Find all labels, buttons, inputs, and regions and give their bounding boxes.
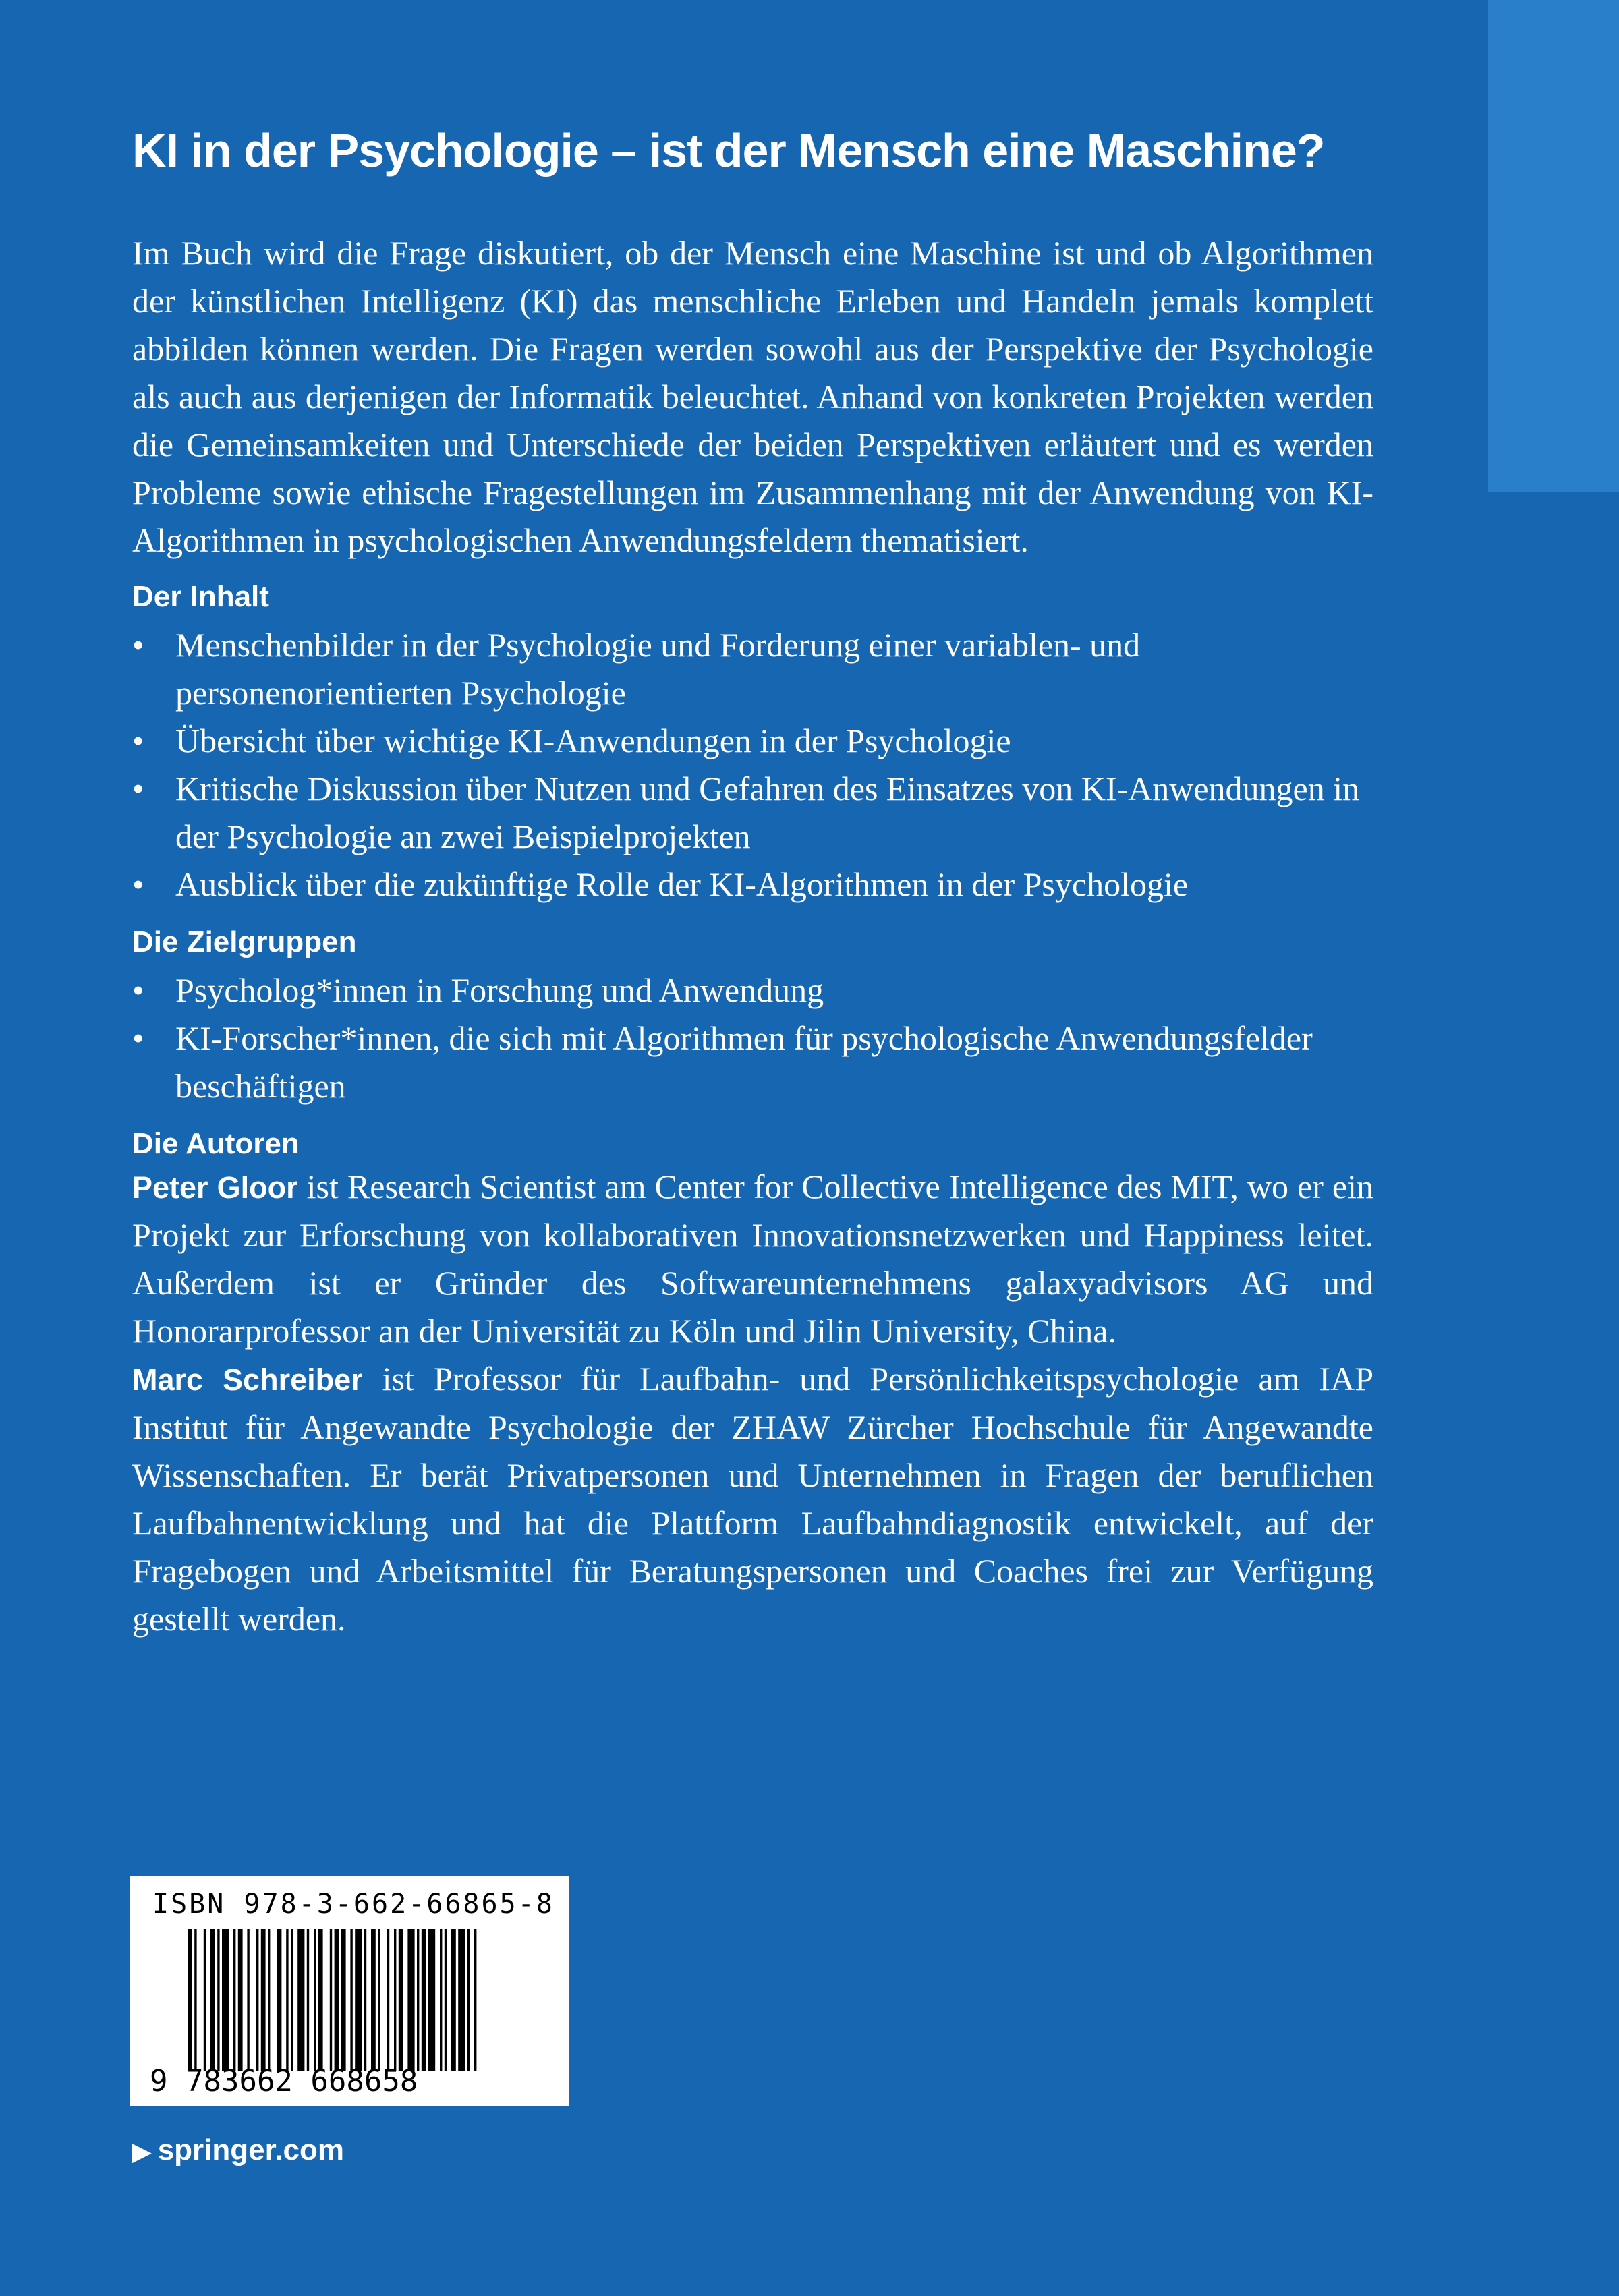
barcode-bar — [268, 1929, 270, 2071]
barcode-bar — [194, 1929, 196, 2071]
barcode-bar — [210, 1929, 215, 2071]
zielgruppen-heading: Die Zielgruppen — [132, 925, 357, 958]
barcode-bar — [417, 1929, 419, 2071]
barcode-bar — [188, 1929, 192, 2071]
isbn-barcode-box — [130, 1876, 569, 2106]
barcode-bar — [394, 1929, 396, 2071]
list-item: • Kritische Diskussion über Nutzen und Gefahren des Einsatzes von KI-Anwendungen in der Psychologie an zwei Beispielprojekten — [132, 765, 1373, 861]
inhalt-heading: Der Inhalt — [132, 580, 269, 613]
barcode-bar — [238, 1929, 243, 2071]
inhalt-list — [132, 621, 1373, 909]
barcode-bar — [277, 1929, 282, 2071]
bullet-icon: • — [132, 722, 144, 759]
zielgruppen-list — [132, 967, 1373, 1110]
book-title: KI in der Psychologie – ist der Mensch eine Maschine? — [132, 124, 1325, 177]
barcode-bar — [458, 1929, 465, 2071]
barcode-bar — [335, 1929, 339, 2071]
list-item: • Menschenbilder in der Psychologie und Forderung einer variablen- und personenorientierten Psychologie — [132, 621, 1373, 717]
list-item: • Psycholog*innen in Forschung und Anwendung — [132, 967, 1373, 1014]
author-bio-gloor — [132, 1163, 1373, 1355]
cover-edge-tab — [1488, 0, 1619, 492]
author-bio-text: ist Professor für Laufbahn- und Persönlichkeitspsychologie am IAP Institut für Angewandte Psychologie der ZHAW Zürcher Hochschule für Angewandte Wissenschaften. Er berät Privatpersonen und Unternehmen in Fragen der beruflichen Laufbahnentwicklung und hat die Plattform Laufbahndiagnostik entwickelt, auf der Fragebogen und Arbeitsmittel für Beratungspersonen und Coaches frei zur Verfügung gestellt werden. — [132, 1360, 1374, 1638]
barcode-bar — [307, 1929, 309, 2071]
bullet-icon: • — [132, 971, 144, 1009]
bullet-icon: • — [132, 1019, 144, 1057]
barcode-bar — [445, 1929, 447, 2071]
barcode-bar — [371, 1929, 376, 2071]
author-bio-schreiber — [132, 1355, 1373, 1643]
publisher-link[interactable]: ▶ springer.com — [132, 2133, 344, 2166]
barcode-bar — [399, 1929, 403, 2071]
barcode-bar — [341, 1929, 346, 2071]
barcode-bar — [217, 1929, 219, 2071]
list-item: • Übersicht über wichtige KI-Anwendungen in der Psychologie — [132, 717, 1373, 765]
barcode-bar — [247, 1929, 249, 2071]
barcode-bar — [233, 1929, 235, 2071]
isbn-label: ISBN 978-3-662-66865-8 — [152, 1889, 555, 1920]
barcode-bar — [256, 1929, 258, 2071]
barcode-bar — [204, 1929, 206, 2071]
barcode-bar — [422, 1929, 426, 2071]
autoren-heading: Die Autoren — [132, 1127, 300, 1160]
author-bio-text: ist Research Scientist am Center for Collective Intelligence des MIT, wo er ein Projekt zur Erforschung von kollaborativen Innovationsnetzwerken und Happiness leitet. Außerdem ist er Gründer des Softwareunternehmens galaxyadvisors AG und Honorarprofessor an der Universität zu Köln und Jilin University, China. — [132, 1168, 1374, 1350]
play-arrow-icon: ▶ — [132, 2137, 151, 2165]
barcode-bar — [440, 1929, 442, 2071]
author-name: Peter Gloor — [132, 1170, 298, 1205]
intro-paragraph: Im Buch wird die Frage diskutiert, ob der Mensch eine Maschine ist und ob Algorithmen der künstlichen Intelligenz (KI) das menschliche Erleben und Handeln jemals komplett abbilden können werden. Die Fragen werden sowohl aus der Perspektive der Psychologie als auch aus derjenigen der Informatik beleuchtet. Anhand von konkreten Projekten werden die Gemeinsamkeiten und Unterschiede der beiden Perspektiven erläutert und es werden Probleme sowie ethische Fragestellungen im Zusammenhang mit der Anwendung von KI-Algorithmen in psychologischen Anwendungsfeldern thematisiert. — [132, 234, 1373, 559]
barcode-bar — [407, 1929, 414, 2071]
bullet-icon: • — [132, 770, 144, 807]
barcode-bar — [364, 1929, 366, 2071]
barcode-bar — [428, 1929, 435, 2071]
list-item: • Ausblick über die zukünftige Rolle der KI-Algorithmen in der Psychologie — [132, 861, 1373, 909]
barcode-bar — [378, 1929, 380, 2071]
barcode-bar — [451, 1929, 456, 2071]
barcode-bar — [286, 1929, 288, 2071]
barcode-bar — [355, 1929, 362, 2071]
bullet-icon: • — [132, 626, 144, 664]
author-name: Marc Schreiber — [132, 1362, 363, 1397]
barcode-bar — [291, 1929, 293, 2071]
barcode-bar — [297, 1929, 304, 2071]
barcode-bar — [330, 1929, 332, 2071]
list-item: • KI-Forscher*innen, die sich mit Algorithmen für psychologische Anwendungsfelder beschäftigen — [132, 1014, 1373, 1110]
barcode-bar — [467, 1929, 470, 2071]
barcode-bar — [474, 1929, 476, 2071]
bullet-icon: • — [132, 865, 144, 903]
barcode-bar — [350, 1929, 352, 2071]
ean-digits: 9 783662 668658 — [150, 2064, 418, 2098]
barcode-bar — [318, 1929, 323, 2071]
barcode-bar — [261, 1929, 266, 2071]
barcode-bar — [387, 1929, 389, 2071]
back-cover-content — [132, 229, 1373, 1643]
barcode-bar — [314, 1929, 316, 2071]
barcode-bar — [222, 1929, 229, 2071]
barcode-icon — [188, 1929, 545, 2071]
